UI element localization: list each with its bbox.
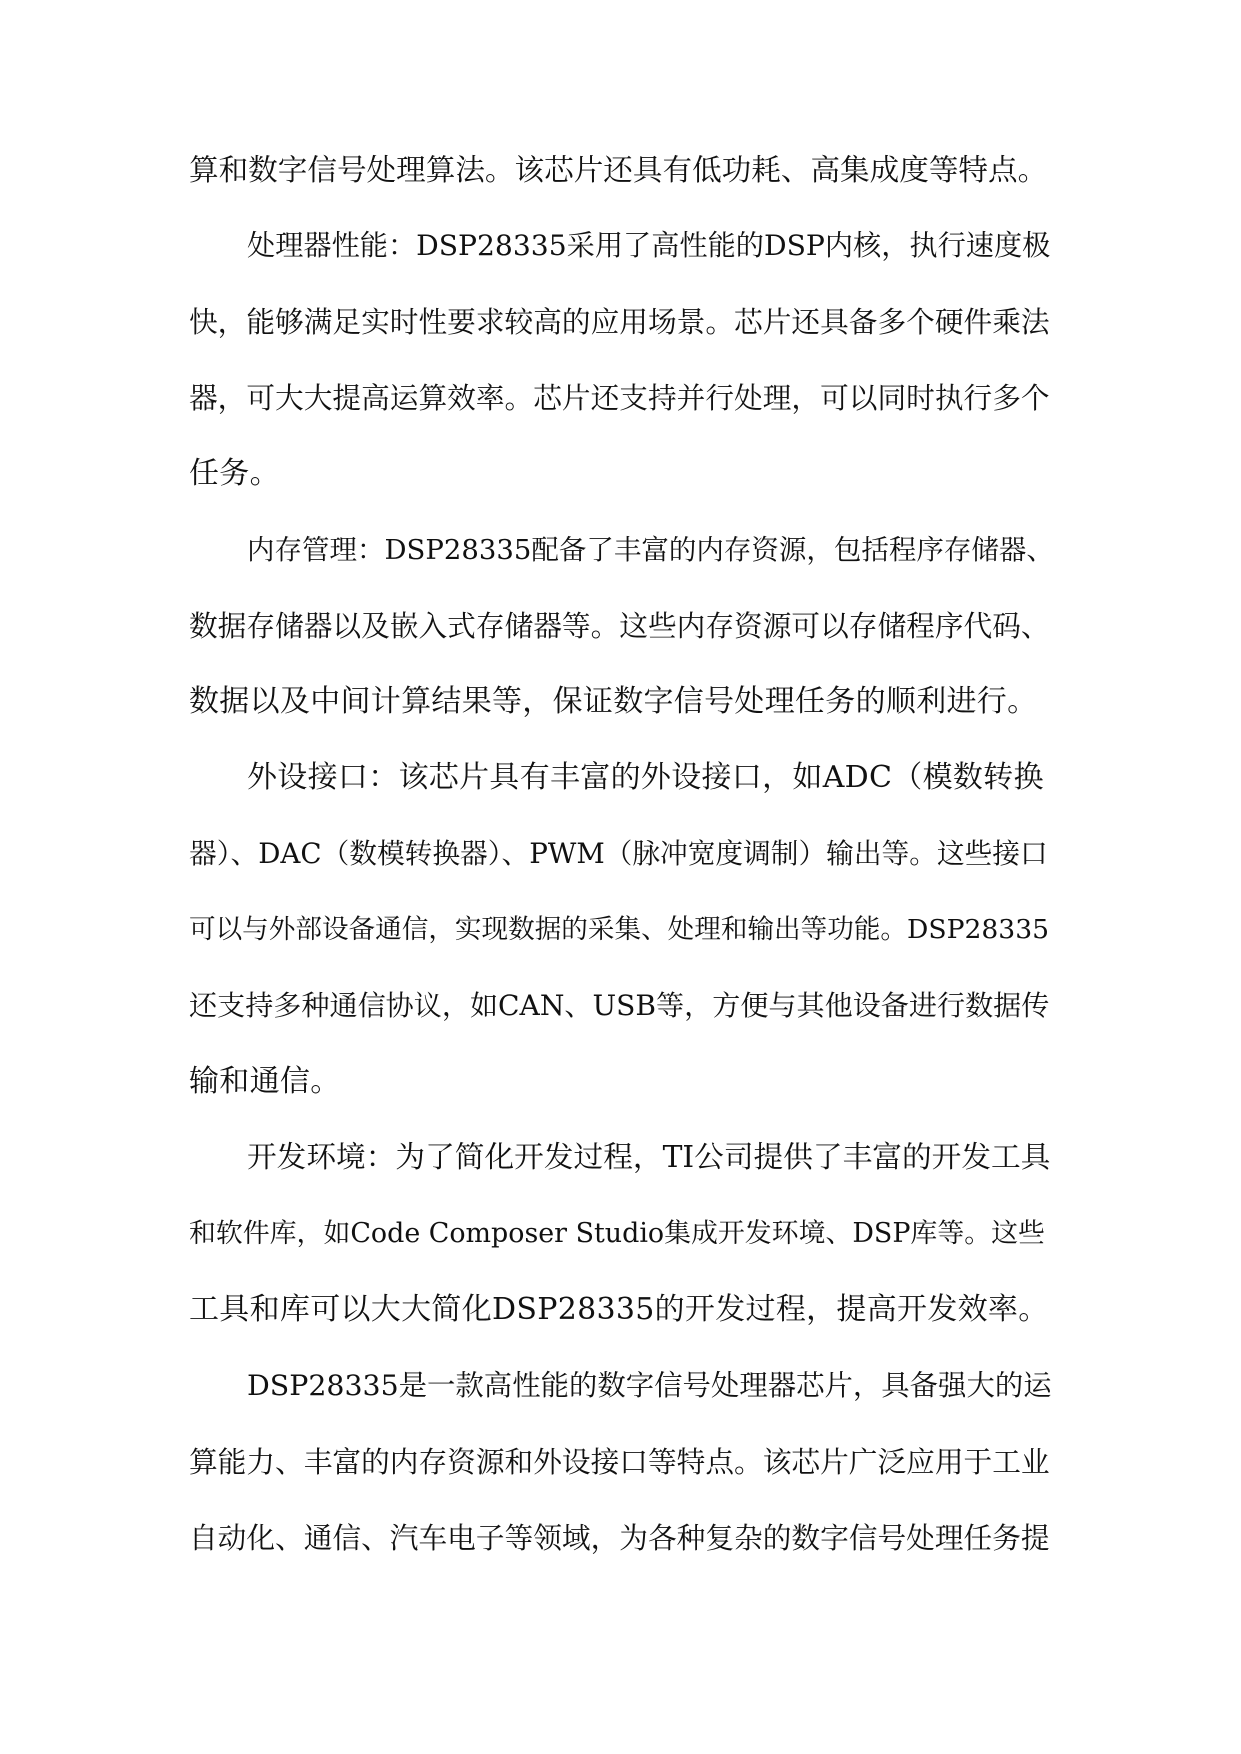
text-line: 快，能够满足实时性要求较高的应用场景。芯片还具备多个硬件乘法 bbox=[189, 305, 1050, 339]
text-line: 工具和库可以大大简化DSP28335的开发过程，提高开发效率。 bbox=[189, 1292, 1049, 1327]
text-line: 外设接口：该芯片具有丰富的外设接口，如ADC（模数转换 bbox=[247, 760, 1044, 795]
text-line: 处理器性能：DSP28335采用了高性能的DSP内核，执行速度极 bbox=[247, 229, 1051, 262]
text-line: 输和通信。 bbox=[189, 1064, 341, 1099]
text-line: 和软件库，如Code Composer Studio集成开发环境、DSP库等。这些 bbox=[189, 1218, 1045, 1249]
text-line: 数据以及中间计算结果等，保证数字信号处理任务的顺利进行。 bbox=[189, 684, 1038, 719]
text-line: 器，可大大提高运算效率。芯片还支持并行处理，可以同时执行多个 bbox=[189, 381, 1050, 415]
text-line: 可以与外部设备通信，实现数据的采集、处理和输出等功能。DSP28335 bbox=[189, 914, 1050, 945]
text-line: 算能力、丰富的内存资源和外设接口等特点。该芯片广泛应用于工业 bbox=[189, 1445, 1050, 1479]
text-line: 内存管理：DSP28335配备了丰富的内存资源，包括程序存储器、 bbox=[247, 534, 1054, 566]
text-line: 还支持多种通信协议，如CAN、USB等，方便与其他设备进行数据传 bbox=[189, 989, 1050, 1022]
document-body bbox=[189, 146, 1059, 1590]
text-line: DSP28335是一款高性能的数字信号处理器芯片，具备强大的运 bbox=[247, 1369, 1052, 1402]
text-line: 自动化、通信、汽车电子等领域，为各种复杂的数字信号处理任务提 bbox=[189, 1521, 1050, 1555]
text-line: 任务。 bbox=[189, 456, 280, 491]
text-line: 器）、DAC（数模转换器）、PWM（脉冲宽度调制）输出等。这些接口 bbox=[189, 837, 1048, 870]
text-line: 开发环境：为了简化开发过程，TI公司提供了丰富的开发工具 bbox=[247, 1140, 1051, 1175]
text-line: 数据存储器以及嵌入式存储器等。这些内存资源可以存储程序代码、 bbox=[189, 609, 1050, 643]
text-line: 算和数字信号处理算法。该芯片还具有低功耗、高集成度等特点。 bbox=[189, 153, 1048, 187]
